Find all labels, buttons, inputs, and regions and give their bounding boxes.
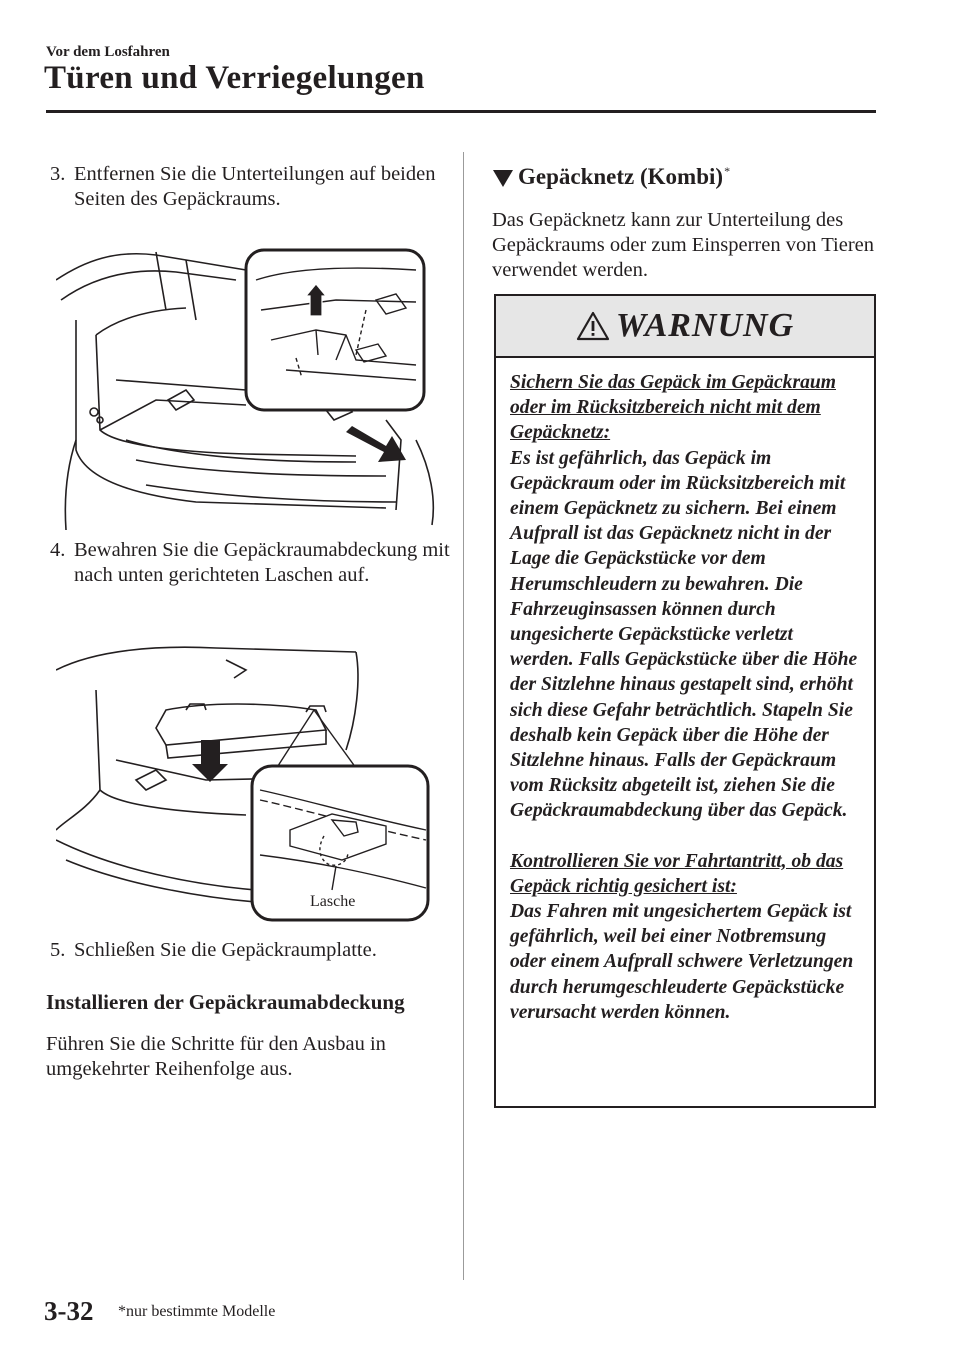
warning-body [496, 358, 874, 1025]
section-title [492, 164, 730, 190]
figure-remove-partitions [56, 240, 446, 530]
section-label: Vor dem Losfahren [46, 44, 170, 60]
step-number: 4. [50, 539, 66, 561]
warning-text-2: Das Fahren mit ungesichertem Gepäck ist gefährlich, weil bei einer Notbremsung oder einem Aufprall schwere Verletzungen durch herumgeschleuderte Gepäckstücke verursacht werden können. [510, 901, 854, 1023]
footnote: *nur bestimmte Modelle [118, 1303, 276, 1320]
subheading-install-cover: Installieren der Gepäckraumabdeckung [46, 990, 405, 1014]
warning-heading-1: Sichern Sie das Gepäck im Gepäckraum oder im Rücksitzbereich nicht mit dem Gepäcknetz: [510, 372, 837, 444]
step-number: 5. [50, 939, 66, 961]
figure-store-cover [56, 640, 436, 930]
install-paragraph: Führen Sie die Schritte für den Ausbau in umgekehrter Reihenfolge aus. [46, 1033, 386, 1080]
step-3 [50, 162, 450, 212]
warning-heading-2: Kontrollieren Sie vor Fahrtantritt, ob das Gepäck richtig gesichert ist: [510, 850, 844, 897]
footnote-marker: * [724, 164, 731, 178]
step-text: Entfernen Sie die Unterteilungen auf beiden Seiten des Gepäckraums. [74, 163, 436, 210]
page-number: 3-32 [44, 1296, 94, 1326]
warning-title: WARNUNG [615, 307, 795, 344]
warning-box [494, 294, 876, 1108]
column-divider [463, 152, 464, 1280]
intro-paragraph: Das Gepäcknetz kann zur Unterteilung des Gepäckraums oder zum Einsperren von Tieren verwendet werden. [492, 209, 874, 281]
warning-text-1: Es ist gefährlich, das Gepäck im Gepäckraum oder im Rücksitzbereich mit einem Gepäcknetz zu sichern. Bei einem Aufprall ist das Gepäcknetz nicht in der Lage die Gepäckstücke vor dem Herumschleudern zu bewahren. Die Fahrzeuginsassen können durch ungesicherte Gepäckstücke verletzt werden. Falls Gepäckstücke über die Höhe der Sitzlehne hinaus gestapelt sind, erhöht sich diese Gefahr beträchtlich. Stapeln Sie deshalb kein Gepäck über die Höhe der Sitzlehne hinaus. Falls der Gepäckraum vom Rücksitz abgeteilt ist, ziehen Sie die Gepäckraumabdeckung über das Gepäck. [510, 447, 858, 822]
header-rule [46, 110, 876, 113]
warning-header [496, 296, 874, 358]
warning-triangle-icon [576, 310, 610, 342]
step-4 [50, 538, 450, 588]
section-title-text: Gepäcknetz (Kombi) [518, 164, 724, 189]
figure-label-lasche: Lasche [310, 893, 356, 910]
step-text: Bewahren Sie die Gepäckraumabdeckung mit nach unten gerichteten Laschen auf. [74, 539, 450, 586]
step-number: 3. [50, 163, 66, 185]
cargo-area-illustration [56, 240, 446, 530]
step-text: Schließen Sie die Gepäckraumplatte. [74, 939, 377, 961]
cargo-cover-illustration [56, 640, 436, 930]
chapter-title: Türen und Verriegelungen [44, 60, 425, 96]
section-triangle-icon [492, 167, 514, 189]
step-5 [50, 938, 450, 963]
